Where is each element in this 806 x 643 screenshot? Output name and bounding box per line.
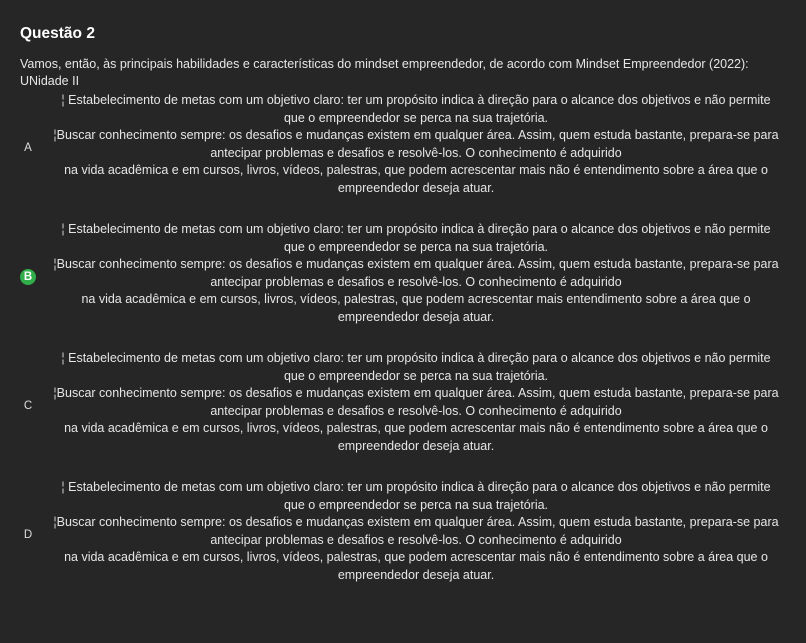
option-text-a — [50, 92, 782, 197]
option-letter-d[interactable]: D — [23, 529, 33, 541]
option-b-paragraph-3: na vida acadêmica e em cursos, livros, vídeos, palestras, que podem acrescentar mais entendimento sobre a área que o empreendedor deseja atuar. — [81, 292, 751, 324]
option-text-b — [50, 221, 782, 326]
option-d-paragraph-3: na vida acadêmica e em cursos, livros, vídeos, palestras, que podem acrescentar mais não é entendimento sobre a área que o empreendedor deseja atuar. — [64, 550, 768, 582]
option-letter-c[interactable]: C — [23, 400, 33, 412]
bar-glyph-icon: ¦ — [53, 386, 57, 400]
bar-glyph-icon: ¦ — [61, 222, 65, 236]
option-c-paragraph-1: ¦ Estabelecimento de metas com um objetivo claro: ter um propósito indica à direção para o alcance dos objetivos e não permite que o empreendedor se perca na sua trajetória. — [61, 351, 771, 383]
bar-glyph-icon: ¦ — [53, 515, 57, 529]
answer-option-b[interactable] — [20, 221, 790, 350]
option-d-paragraph-1: ¦ Estabelecimento de metas com um objetivo claro: ter um propósito indica à direção para o alcance dos objetivos e não permite que o empreendedor se perca na sua trajetória. — [61, 480, 771, 512]
option-letter-b[interactable]: B — [20, 269, 36, 285]
question-unit: UNidade II — [20, 74, 80, 88]
option-b-paragraph-1: ¦ Estabelecimento de metas com um objetivo claro: ter um propósito indica à direção para o alcance dos objetivos e não permite que o empreendedor se perca na sua trajetória. — [61, 222, 771, 254]
question-title: Questão 2 — [20, 25, 95, 42]
answer-option-c[interactable] — [20, 350, 790, 479]
option-b-paragraph-2: ¦Buscar conhecimento sempre: os desafios e mudanças existem em qualquer área. Assim, quem estuda bastante, prepara-se para antecipar problemas e desafios e resolvê-los. O conhecimento é adquirido — [53, 257, 779, 289]
bar-glyph-icon: ¦ — [61, 93, 65, 107]
option-text-d — [50, 479, 782, 584]
option-letter-a[interactable]: A — [24, 142, 32, 154]
option-d-paragraph-2: ¦Buscar conhecimento sempre: os desafios e mudanças existem em qualquer área. Assim, quem estuda bastante, prepara-se para antecipar problemas e desafios e resolvê-los. O conhecimento é adquirido — [53, 515, 779, 547]
question-card — [20, 24, 790, 608]
option-a-paragraph-1: ¦ Estabelecimento de metas com um objetivo claro: ter um propósito indica à direção para o alcance dos objetivos e não permite que o empreendedor se perca na sua trajetória. — [61, 93, 771, 125]
answer-option-d[interactable] — [20, 479, 790, 608]
bar-glyph-icon: ¦ — [61, 480, 65, 494]
bar-glyph-icon: ¦ — [53, 257, 57, 271]
option-a-paragraph-3: na vida acadêmica e em cursos, livros, vídeos, palestras, que podem acrescentar mais não é entendimento sobre a área que o empreendedor deseja atuar. — [64, 163, 768, 195]
option-text-c — [50, 350, 782, 455]
answer-options — [20, 92, 790, 608]
answer-option-a[interactable] — [20, 92, 790, 221]
option-c-paragraph-2: ¦Buscar conhecimento sempre: os desafios e mudanças existem em qualquer área. Assim, quem estuda bastante, prepara-se para antecipar problemas e desafios e resolvê-los. O conhecimento é adquirido — [53, 386, 779, 418]
question-prompt: Vamos, então, às principais habilidades e características do mindset empreendedor, de acordo com Mindset Empreendedor (2022): — [20, 57, 749, 71]
option-c-paragraph-3: na vida acadêmica e em cursos, livros, vídeos, palestras, que podem acrescentar mais não é entendimento sobre a área que o empreendedor deseja atuar. — [64, 421, 768, 453]
option-a-paragraph-2: ¦Buscar conhecimento sempre: os desafios e mudanças existem em qualquer área. Assim, quem estuda bastante, prepara-se para antecipar problemas e desafios e resolvê-los. O conhecimento é adquirido — [53, 128, 779, 160]
bar-glyph-icon: ¦ — [53, 128, 57, 142]
bar-glyph-icon: ¦ — [61, 351, 65, 365]
